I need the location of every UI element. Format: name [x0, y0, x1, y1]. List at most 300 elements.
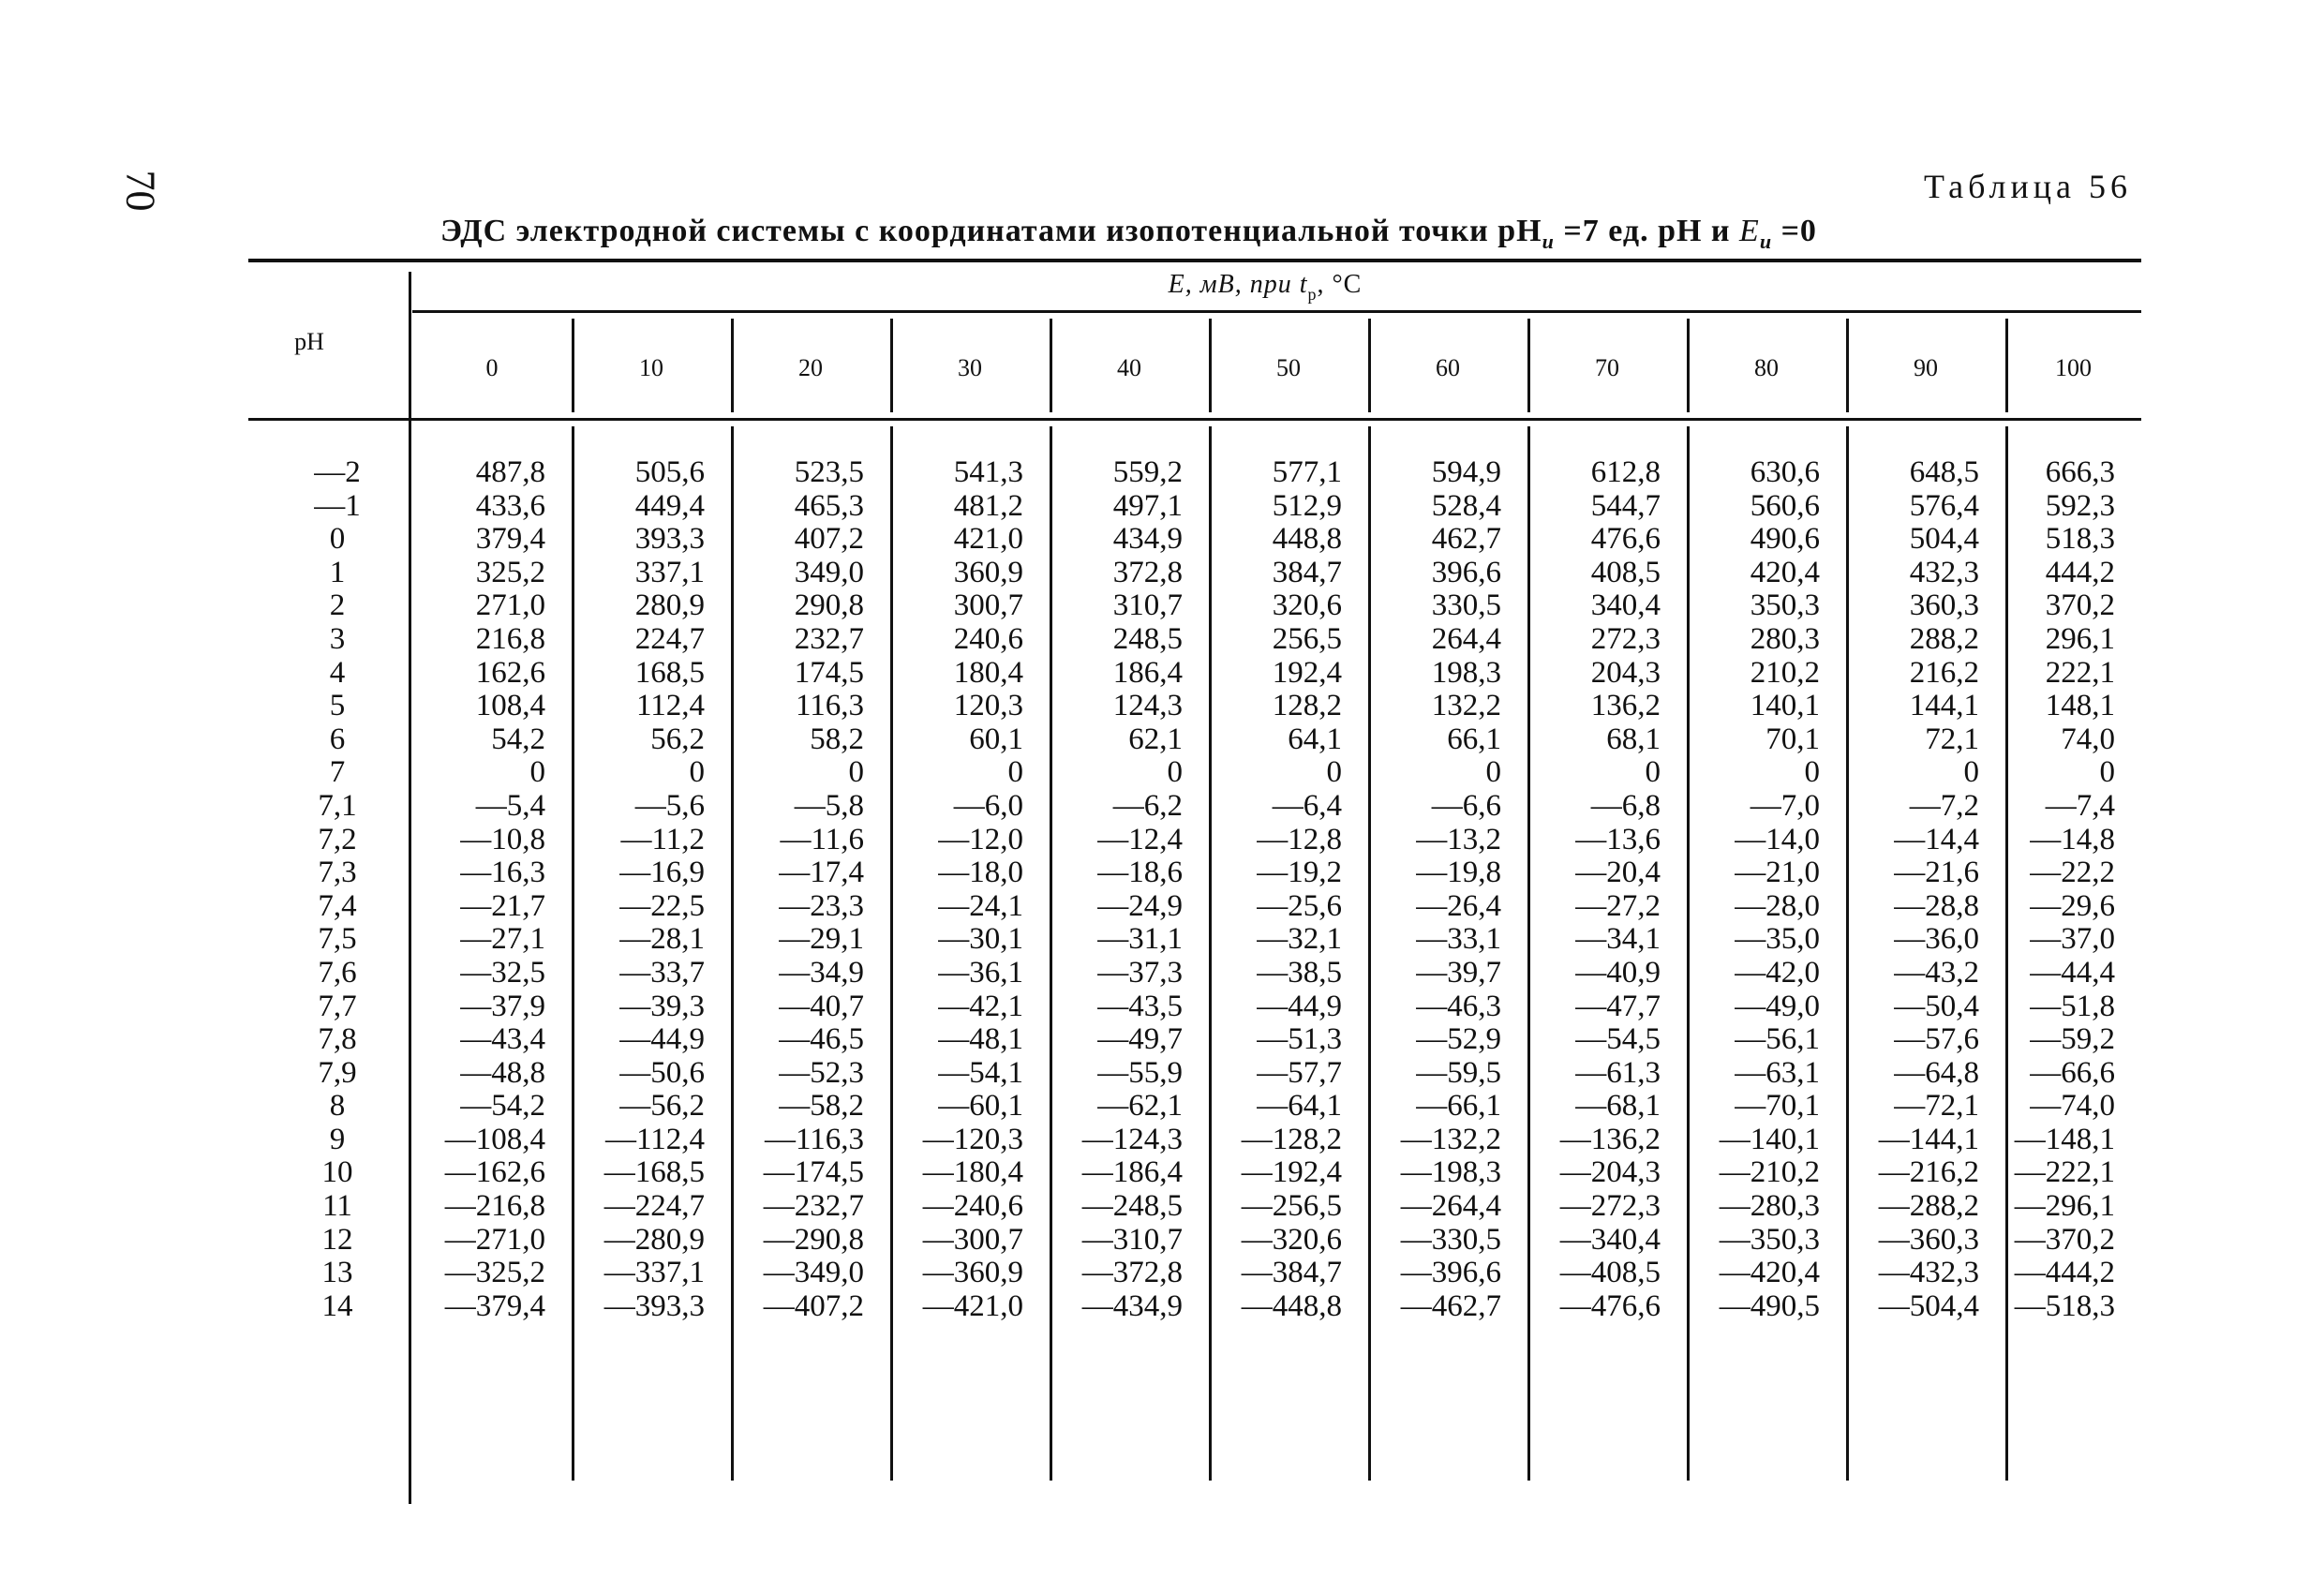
table-cell: 421,0: [953, 522, 1023, 557]
header-bottom-rule: [248, 418, 2141, 421]
table-cell: 204,3: [1590, 655, 1661, 690]
table-cell: —36,0: [1894, 922, 1979, 957]
table-cell: —280,3: [1719, 1189, 1820, 1224]
table-cell: —210,2: [1719, 1155, 1820, 1190]
table-cell: —11,2: [620, 822, 705, 856]
table-cell: 0: [529, 755, 545, 790]
ph-value: 0: [329, 522, 346, 557]
table-cell: 408,5: [1590, 555, 1661, 589]
table-cell: 481,2: [953, 488, 1023, 523]
table-cell: —30,1: [938, 922, 1023, 957]
ph-value: 4: [329, 655, 346, 690]
table-cell: 136,2: [1590, 689, 1661, 723]
table-cell: —21,6: [1894, 856, 1979, 890]
table-cell: —11,6: [780, 822, 864, 856]
table-cell: 433,6: [475, 488, 545, 523]
table-cell: 449,4: [634, 488, 705, 523]
table-cell: —204,3: [1559, 1155, 1661, 1190]
table-cell: 68,1: [1606, 722, 1661, 756]
table-cell: —42,1: [938, 989, 1023, 1023]
table-cell: 296,1: [2045, 621, 2115, 656]
table-cell: —37,0: [2030, 922, 2115, 957]
table-cell: 271,0: [475, 588, 545, 623]
table-cell: 174,5: [794, 655, 864, 690]
table-cell: 504,4: [1909, 522, 1979, 557]
table-cell: —50,4: [1894, 989, 1979, 1023]
column-40: [1050, 456, 1183, 1323]
table-cell: 432,3: [1909, 555, 1979, 589]
table-cell: 360,3: [1909, 588, 1979, 623]
table-cell: 497,1: [1112, 488, 1183, 523]
table-cell: —74,0: [2030, 1089, 2115, 1124]
table-cell: —46,3: [1416, 989, 1501, 1023]
table-cell: —63,1: [1735, 1055, 1820, 1090]
table-cell: —421,0: [922, 1288, 1023, 1323]
header-divider: [1209, 319, 1212, 412]
ph-value: —1: [314, 488, 361, 523]
table-cell: —27,1: [460, 922, 545, 957]
table-cell: 528,4: [1431, 488, 1501, 523]
table-cell: —49,7: [1097, 1022, 1183, 1057]
table-cell: —168,5: [603, 1155, 705, 1190]
table-cell: —407,2: [763, 1288, 864, 1323]
ph-value: 7,8: [318, 1022, 357, 1057]
table-cell: 560,6: [1750, 488, 1820, 523]
column-100: [2005, 456, 2115, 1323]
table-cell: —271,0: [444, 1222, 545, 1257]
table-cell: —120,3: [922, 1122, 1023, 1156]
table-cell: 490,6: [1750, 522, 1820, 557]
table-cell: —50,6: [619, 1055, 705, 1090]
table-cell: 396,6: [1431, 555, 1501, 589]
table-cell: —5,4: [475, 788, 545, 823]
table-cell: 56,2: [650, 722, 705, 756]
ph-value: 7,5: [318, 922, 357, 957]
table-cell: —14,0: [1735, 822, 1820, 856]
table-cell: —54,1: [938, 1055, 1023, 1090]
table-top-rule: [248, 259, 2141, 262]
table-cell: 518,3: [2045, 522, 2115, 557]
table-cell: —20,4: [1575, 856, 1661, 890]
table-cell: 320,6: [1272, 588, 1342, 623]
header-divider: [1050, 319, 1052, 412]
column-50: [1209, 456, 1342, 1323]
table-cell: —325,2: [444, 1256, 545, 1290]
table-cell: —16,9: [619, 856, 705, 890]
table-cell: —33,1: [1416, 922, 1501, 957]
table-cell: 148,1: [2045, 689, 2115, 723]
table-cell: —19,2: [1257, 856, 1342, 890]
table-cell: —7,4: [2045, 788, 2115, 823]
table-cell: 592,3: [2045, 488, 2115, 523]
table-cell: 541,3: [953, 455, 1023, 489]
table-cell: 379,4: [475, 522, 545, 557]
table-cell: —248,5: [1081, 1189, 1183, 1224]
table-cell: —33,7: [619, 955, 705, 990]
table-cell: 116,3: [795, 689, 864, 723]
table-cell: 162,6: [475, 655, 545, 690]
ph-divider: [409, 272, 411, 1504]
table-cell: 487,8: [475, 455, 545, 489]
table-cell: 407,2: [794, 522, 864, 557]
table-cell: —21,0: [1735, 856, 1820, 890]
table-cell: 180,4: [953, 655, 1023, 690]
table-cell: —296,1: [2014, 1189, 2115, 1224]
table-cell: 216,8: [475, 621, 545, 656]
table-cell: —24,9: [1097, 888, 1183, 923]
table-cell: 60,1: [969, 722, 1023, 756]
table-cell: —360,9: [922, 1256, 1023, 1290]
table-cell: —60,1: [938, 1089, 1023, 1124]
table-cell: —16,3: [460, 856, 545, 890]
table-cell: —57,6: [1894, 1022, 1979, 1057]
table-cell: 372,8: [1112, 555, 1183, 589]
table-cell: —38,5: [1257, 955, 1342, 990]
table-cell: —504,4: [1878, 1288, 1979, 1323]
table-cell: —7,2: [1909, 788, 1979, 823]
table-cell: —55,9: [1097, 1055, 1183, 1090]
table-cell: —24,1: [938, 888, 1023, 923]
table-cell: 108,4: [475, 689, 545, 723]
table-cell: —47,7: [1575, 989, 1661, 1023]
table-cell: —52,9: [1416, 1022, 1501, 1057]
ph-value: 11: [322, 1189, 352, 1224]
table-cell: —7,0: [1750, 788, 1820, 823]
caption-sub1: и: [1542, 230, 1555, 253]
table-cell: —216,2: [1878, 1155, 1979, 1190]
table-cell: —54,2: [460, 1089, 545, 1124]
table-cell: —18,6: [1097, 856, 1183, 890]
table-cell: —198,3: [1400, 1155, 1501, 1190]
table-cell: —140,1: [1719, 1122, 1820, 1156]
table-cell: —12,4: [1097, 822, 1183, 856]
table-cell: 0: [1326, 755, 1342, 790]
table-cell: 120,3: [953, 689, 1023, 723]
table-cell: —35,0: [1735, 922, 1820, 957]
table-cell: —32,5: [460, 955, 545, 990]
table-cell: —384,7: [1241, 1256, 1342, 1290]
table-cell: —128,2: [1241, 1122, 1342, 1156]
table-cell: —23,3: [779, 888, 864, 923]
table-cell: —379,4: [444, 1288, 545, 1323]
table-cell: 420,4: [1750, 555, 1820, 589]
table-cell: —39,3: [619, 989, 705, 1023]
table-cell: —70,1: [1735, 1089, 1820, 1124]
table-cell: 666,3: [2045, 455, 2115, 489]
table-cell: —17,4: [779, 856, 864, 890]
temp-header-70: 70: [1595, 354, 1619, 381]
table-cell: —320,6: [1241, 1222, 1342, 1257]
table-cell: —56,2: [619, 1089, 705, 1124]
table-cell: —186,4: [1081, 1155, 1183, 1190]
table-caption: [440, 214, 1817, 254]
table-cell: —62,1: [1097, 1089, 1183, 1124]
table-cell: 577,1: [1272, 455, 1342, 489]
table-cell: 112,4: [635, 689, 705, 723]
table-cell: —216,8: [444, 1189, 545, 1224]
table-cell: —64,8: [1894, 1055, 1979, 1090]
table-cell: —6,4: [1272, 788, 1342, 823]
temp-header-30: 30: [958, 354, 982, 381]
temp-header-50: 50: [1276, 354, 1301, 381]
table-cell: 140,1: [1750, 689, 1820, 723]
table-cell: —340,4: [1559, 1222, 1661, 1257]
ph-value: —2: [314, 455, 361, 489]
table-cell: —112,4: [604, 1122, 705, 1156]
ph-value: 7,3: [318, 856, 357, 890]
table-cell: 300,7: [953, 588, 1023, 623]
table-cell: 612,8: [1590, 455, 1661, 489]
temp-header-20: 20: [798, 354, 823, 381]
ph-value: 1: [329, 555, 346, 589]
table-cell: —61,3: [1575, 1055, 1661, 1090]
ph-value: 5: [329, 689, 346, 723]
table-cell: —290,8: [763, 1222, 864, 1257]
table-cell: —32,1: [1257, 922, 1342, 957]
ph-value: 8: [329, 1089, 346, 1124]
table-cell: —393,3: [603, 1288, 705, 1323]
table-cell: —44,9: [1257, 989, 1342, 1023]
table-cell: —46,5: [779, 1022, 864, 1057]
table-cell: —42,0: [1735, 955, 1820, 990]
table-cell: —12,0: [938, 822, 1023, 856]
table-cell: 337,1: [634, 555, 705, 589]
table-cell: —280,9: [603, 1222, 705, 1257]
table-cell: 0: [1645, 755, 1661, 790]
table-cell: —26,4: [1416, 888, 1501, 923]
table-cell: 330,5: [1431, 588, 1501, 623]
table-cell: 132,2: [1431, 689, 1501, 723]
ph-value: 6: [329, 722, 346, 756]
temp-header-100: 100: [2055, 354, 2092, 381]
column-90: [1846, 456, 1979, 1323]
ph-value: 7,4: [318, 888, 357, 923]
caption-sub2: и: [1759, 230, 1773, 253]
temp-header-90: 90: [1914, 354, 1938, 381]
table-cell: 648,5: [1909, 455, 1979, 489]
ph-value: 7: [329, 755, 346, 790]
table-cell: 216,2: [1909, 655, 1979, 690]
table-cell: 559,2: [1112, 455, 1183, 489]
table-cell: —300,7: [922, 1222, 1023, 1257]
table-cell: 280,3: [1750, 621, 1820, 656]
ph-value: 2: [329, 588, 346, 623]
table-cell: 544,7: [1590, 488, 1661, 523]
table-label: Таблица 56: [1924, 168, 2132, 205]
table-cell: 222,1: [2045, 655, 2115, 690]
table-cell: 70,1: [1765, 722, 1820, 756]
table-cell: —148,1: [2014, 1122, 2115, 1156]
table-cell: 512,9: [1272, 488, 1342, 523]
table-cell: —31,1: [1097, 922, 1183, 957]
table-cell: —396,6: [1400, 1256, 1501, 1290]
temp-header-40: 40: [1117, 354, 1141, 381]
table-cell: —310,7: [1081, 1222, 1183, 1257]
table-cell: 280,9: [634, 588, 705, 623]
table-cell: —14,8: [2030, 822, 2115, 856]
ph-value: 7,9: [318, 1055, 357, 1090]
table-cell: —28,1: [619, 922, 705, 957]
table-cell: —6,6: [1431, 788, 1501, 823]
temperature-group-header: [937, 270, 1593, 305]
table-cell: 288,2: [1909, 621, 1979, 656]
table-cell: 64,1: [1288, 722, 1342, 756]
table-cell: 505,6: [634, 455, 705, 489]
table-cell: 264,4: [1431, 621, 1501, 656]
table-cell: 325,2: [475, 555, 545, 589]
table-cell: —68,1: [1575, 1089, 1661, 1124]
table-cell: —372,8: [1081, 1256, 1183, 1290]
table-cell: —21,7: [460, 888, 545, 923]
table-cell: —51,3: [1257, 1022, 1342, 1057]
table-cell: —48,1: [938, 1022, 1023, 1057]
caption-main: ЭДС электродной системы с координатами изопотенциальной точки pH: [440, 214, 1542, 248]
header-divider: [2005, 319, 2008, 412]
table-cell: 393,3: [634, 522, 705, 557]
table-cell: —34,1: [1575, 922, 1661, 957]
table-cell: —224,7: [603, 1189, 705, 1224]
table-cell: —54,5: [1575, 1022, 1661, 1057]
table-cell: —264,4: [1400, 1189, 1501, 1224]
ph-value: 9: [329, 1122, 346, 1156]
table-cell: —360,3: [1878, 1222, 1979, 1257]
table-cell: —59,2: [2030, 1022, 2115, 1057]
table-cell: —490,5: [1719, 1288, 1820, 1323]
header-divider: [1368, 319, 1371, 412]
table-cell: 256,5: [1272, 621, 1342, 656]
table-cell: —370,2: [2014, 1222, 2115, 1257]
column-10: [572, 456, 705, 1323]
table-cell: —174,5: [763, 1155, 864, 1190]
table-cell: 198,3: [1431, 655, 1501, 690]
table-cell: —5,6: [634, 788, 705, 823]
table-cell: —37,9: [460, 989, 545, 1023]
table-cell: —22,2: [2030, 856, 2115, 890]
caption-end: =0: [1772, 214, 1817, 248]
table-cell: —36,1: [938, 955, 1023, 990]
ph-value: 10: [321, 1155, 353, 1190]
table-cell: —222,1: [2014, 1155, 2115, 1190]
group-label: E, мВ, при t: [1168, 270, 1308, 299]
table-cell: —59,5: [1416, 1055, 1501, 1090]
table-cell: —22,5: [619, 888, 705, 923]
table-cell: —476,6: [1559, 1288, 1661, 1323]
column-60: [1368, 456, 1501, 1323]
header-divider: [731, 319, 734, 412]
table-cell: 0: [848, 755, 864, 790]
table-cell: 186,4: [1112, 655, 1183, 690]
table-cell: 128,2: [1272, 689, 1342, 723]
table-cell: —40,9: [1575, 955, 1661, 990]
table-cell: 74,0: [2061, 722, 2115, 756]
table-cell: —288,2: [1878, 1189, 1979, 1224]
caption-e: E: [1739, 214, 1760, 248]
table-cell: —462,7: [1400, 1288, 1501, 1323]
ph-value: 7,7: [318, 989, 357, 1023]
table-cell: 465,3: [794, 488, 864, 523]
table-cell: —66,6: [2030, 1055, 2115, 1090]
table-cell: —124,3: [1081, 1122, 1183, 1156]
table-cell: 350,3: [1750, 588, 1820, 623]
ph-value: 3: [329, 621, 346, 656]
table-cell: —337,1: [603, 1256, 705, 1290]
group-sub: р: [1307, 285, 1318, 304]
table-cell: 168,5: [634, 655, 705, 690]
table-cell: —272,3: [1559, 1189, 1661, 1224]
table-cell: —52,3: [779, 1055, 864, 1090]
table-cell: 630,6: [1750, 455, 1820, 489]
table-cell: —19,8: [1416, 856, 1501, 890]
temp-header-10: 10: [639, 354, 663, 381]
table-cell: —448,8: [1241, 1288, 1342, 1323]
column-30: [890, 456, 1023, 1323]
table-cell: —29,6: [2030, 888, 2115, 923]
table-cell: —330,5: [1400, 1222, 1501, 1257]
table-cell: —34,9: [779, 955, 864, 990]
table-cell: —136,2: [1559, 1122, 1661, 1156]
ph-value: 13: [321, 1256, 353, 1290]
table-cell: —64,1: [1257, 1089, 1342, 1124]
table-cell: —28,0: [1735, 888, 1820, 923]
header-group-rule: [412, 310, 2141, 313]
table-cell: 0: [689, 755, 705, 790]
table-cell: —240,6: [922, 1189, 1023, 1224]
table-cell: —39,7: [1416, 955, 1501, 990]
ph-header: pH: [294, 328, 324, 355]
table-cell: 0: [1963, 755, 1979, 790]
table-cell: 384,7: [1272, 555, 1342, 589]
ph-value: 7,6: [318, 955, 357, 990]
table-cell: 523,5: [794, 455, 864, 489]
table-cell: —14,4: [1894, 822, 1979, 856]
table-cell: —43,2: [1894, 955, 1979, 990]
table-cell: 58,2: [810, 722, 864, 756]
group-unit: , °C: [1317, 270, 1363, 299]
table-cell: —57,7: [1257, 1055, 1342, 1090]
table-cell: 272,3: [1590, 621, 1661, 656]
table-cell: —25,6: [1257, 888, 1342, 923]
header-divider: [572, 319, 574, 412]
table-cell: 224,7: [634, 621, 705, 656]
table-cell: —408,5: [1559, 1256, 1661, 1290]
table-cell: 66,1: [1447, 722, 1501, 756]
table-cell: 54,2: [491, 722, 545, 756]
table-cell: 0: [1167, 755, 1183, 790]
table-cell: 232,7: [794, 621, 864, 656]
table-cell: —349,0: [763, 1256, 864, 1290]
table-cell: 448,8: [1272, 522, 1342, 557]
table-cell: —37,3: [1097, 955, 1183, 990]
table-cell: —192,4: [1241, 1155, 1342, 1190]
table-cell: —444,2: [2014, 1256, 2115, 1290]
table-cell: —350,3: [1719, 1222, 1820, 1257]
table-cell: 192,4: [1272, 655, 1342, 690]
table-cell: —256,5: [1241, 1189, 1342, 1224]
table-cell: —56,1: [1735, 1022, 1820, 1057]
table-cell: —132,2: [1400, 1122, 1501, 1156]
column-20: [731, 456, 864, 1323]
ph-value: 7,1: [318, 788, 357, 823]
header-divider: [1846, 319, 1849, 412]
table-cell: 0: [1485, 755, 1501, 790]
table-cell: 349,0: [794, 555, 864, 589]
temp-header-60: 60: [1436, 354, 1460, 381]
caption-mid: =7 ед. pH и: [1554, 214, 1740, 248]
table-cell: —44,9: [619, 1022, 705, 1057]
table-cell: 72,1: [1925, 722, 1979, 756]
table-cell: 340,4: [1590, 588, 1661, 623]
table-cell: —43,4: [460, 1022, 545, 1057]
